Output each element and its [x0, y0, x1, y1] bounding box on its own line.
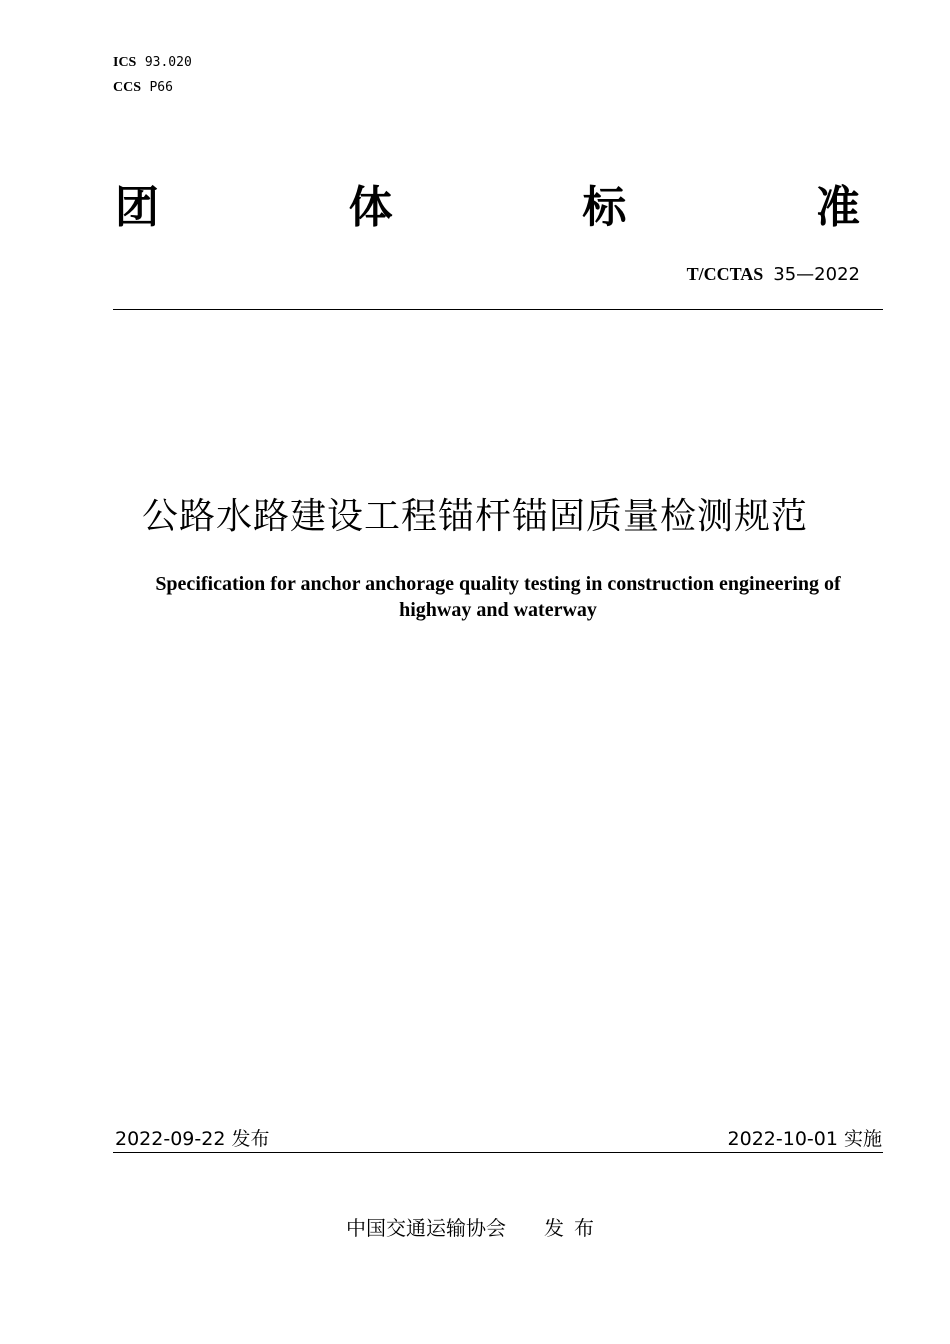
- document-title-chinese: 公路水路建设工程锚杆锚固质量检测规范: [141, 496, 808, 537]
- dates-row: [115, 1124, 882, 1151]
- document-title-english: [113, 571, 883, 623]
- implement-date: 2022-10-01 实施: [727, 1128, 882, 1150]
- bottom-divider: [113, 1152, 883, 1153]
- publisher-name: 中国交通运输协会: [346, 1216, 506, 1240]
- standard-type-heading: [115, 178, 860, 238]
- ccs-label: CCS: [113, 80, 142, 95]
- ics-label: ICS: [113, 55, 137, 70]
- ccs-value: P66: [149, 80, 173, 95]
- standard-number-prefix: T/CCTAS: [686, 264, 764, 284]
- top-divider: [113, 309, 883, 310]
- standard-number-value: 35—2022: [773, 264, 860, 285]
- ics-code: [113, 50, 192, 75]
- standard-type-char: 团: [115, 182, 159, 233]
- standard-type-char: 准: [815, 182, 860, 233]
- publisher-line: [0, 1212, 950, 1241]
- standard-number: [687, 264, 860, 285]
- title-english-line-2: highway and waterway: [399, 599, 597, 621]
- title-english-line-1: Specification for anchor anchorage quality testing in construction engineering of: [155, 573, 841, 595]
- ccs-code: [113, 75, 192, 100]
- ics-value: 93.020: [144, 55, 192, 70]
- publish-date: 2022-09-22 发布: [115, 1128, 270, 1150]
- publisher-action: 发布: [544, 1216, 604, 1240]
- standard-type-char: 体: [348, 182, 393, 233]
- standard-type-char: 标: [582, 182, 627, 233]
- classification-codes: [113, 50, 192, 100]
